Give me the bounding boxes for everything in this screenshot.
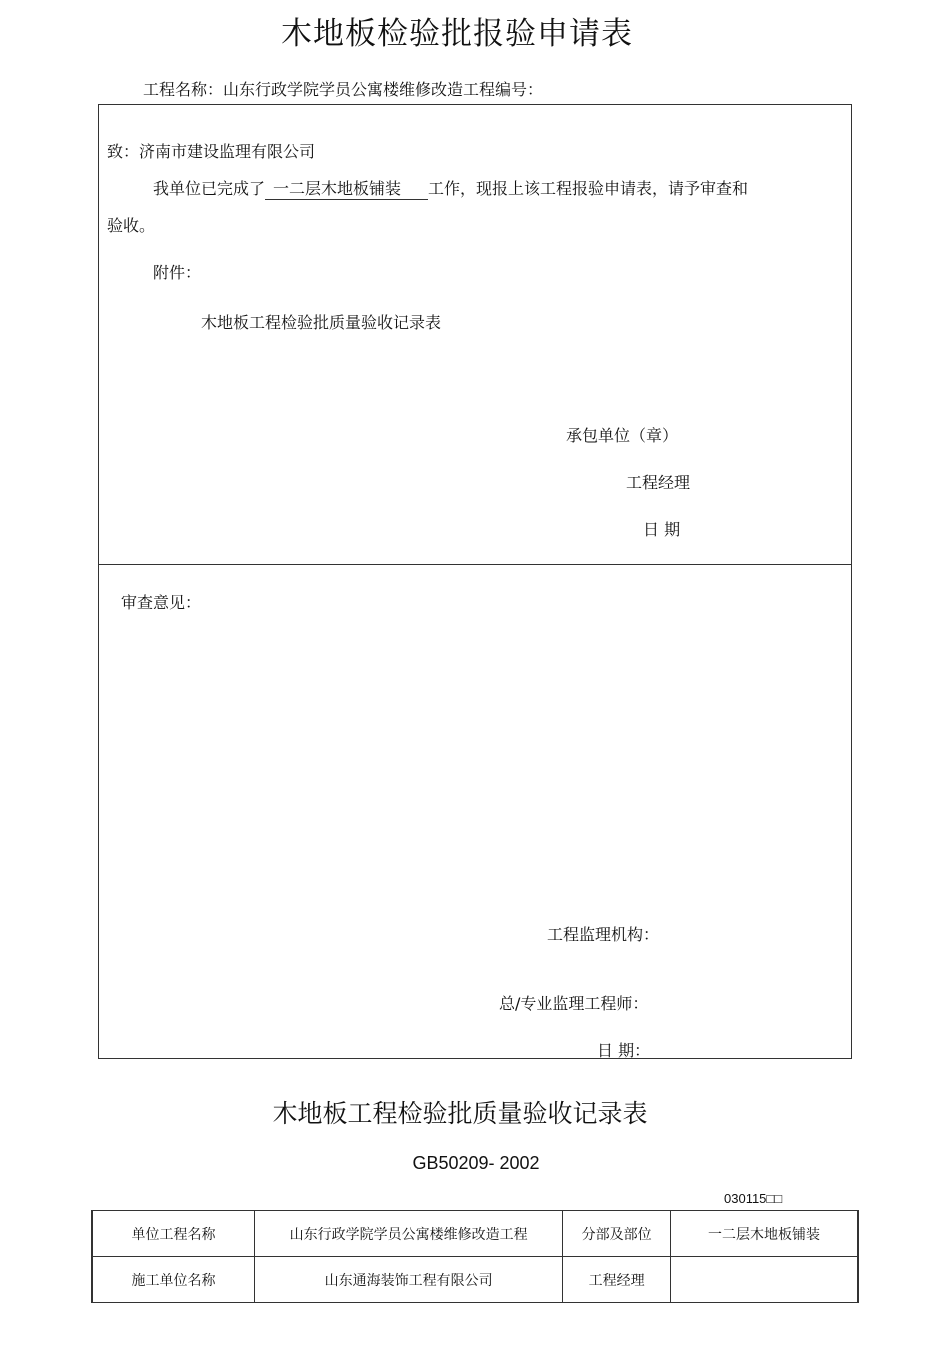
- manager-label: 工程经理: [563, 1257, 671, 1303]
- supervising-engineer-label: 总/专业监理工程师：: [499, 994, 649, 1013]
- table-row: [92, 1257, 858, 1303]
- body-suffix: 工作，现报上该工程报验申请表，请予审查和: [428, 179, 749, 198]
- construction-unit-label: 施工单位名称: [92, 1257, 255, 1303]
- table-row: [92, 1211, 858, 1257]
- review-box: [98, 564, 852, 1059]
- project-name-line: 工程名称：山东行政学院学员公寓楼维修改造工程编号：: [143, 80, 544, 99]
- record-title: 木地板工程检验批质量验收记录表: [272, 1099, 648, 1128]
- form-title: 木地板检验批报验申请表: [281, 16, 633, 52]
- manager-value: [670, 1257, 858, 1303]
- work-item-field: 一二层木地板铺装: [265, 176, 428, 200]
- unit-project-name-label: 单位工程名称: [92, 1211, 255, 1257]
- project-manager-label: 工程经理: [626, 473, 691, 492]
- application-body: [153, 176, 748, 200]
- record-info-table: [91, 1210, 859, 1303]
- addressee-line: 致：济南市建设监理有限公司: [107, 142, 316, 161]
- application-box: [98, 104, 852, 565]
- contractor-seal-label: 承包单位（章）: [566, 426, 679, 445]
- attachment-item: 木地板工程检验批质量验收记录表: [201, 313, 442, 332]
- application-date-label: 日 期: [643, 520, 681, 539]
- attachment-label: 附件：: [153, 263, 202, 282]
- division-value: 一二层木地板铺装: [670, 1211, 858, 1257]
- form-code: 030115□□: [724, 1191, 783, 1206]
- unit-project-name-value: 山东行政学院学员公寓楼维修改造工程: [255, 1211, 563, 1257]
- review-date-label: 日 期：: [597, 1041, 651, 1060]
- body-prefix: 我单位已完成了: [153, 179, 266, 198]
- division-label: 分部及部位: [563, 1211, 671, 1257]
- application-body-wrap: 验收。: [107, 216, 156, 235]
- supervision-org-label: 工程监理机构：: [547, 925, 660, 944]
- review-opinion-label: 审查意见：: [121, 593, 202, 612]
- standard-code: GB50209- 2002: [412, 1153, 540, 1173]
- construction-unit-value: 山东通海装饰工程有限公司: [255, 1257, 563, 1303]
